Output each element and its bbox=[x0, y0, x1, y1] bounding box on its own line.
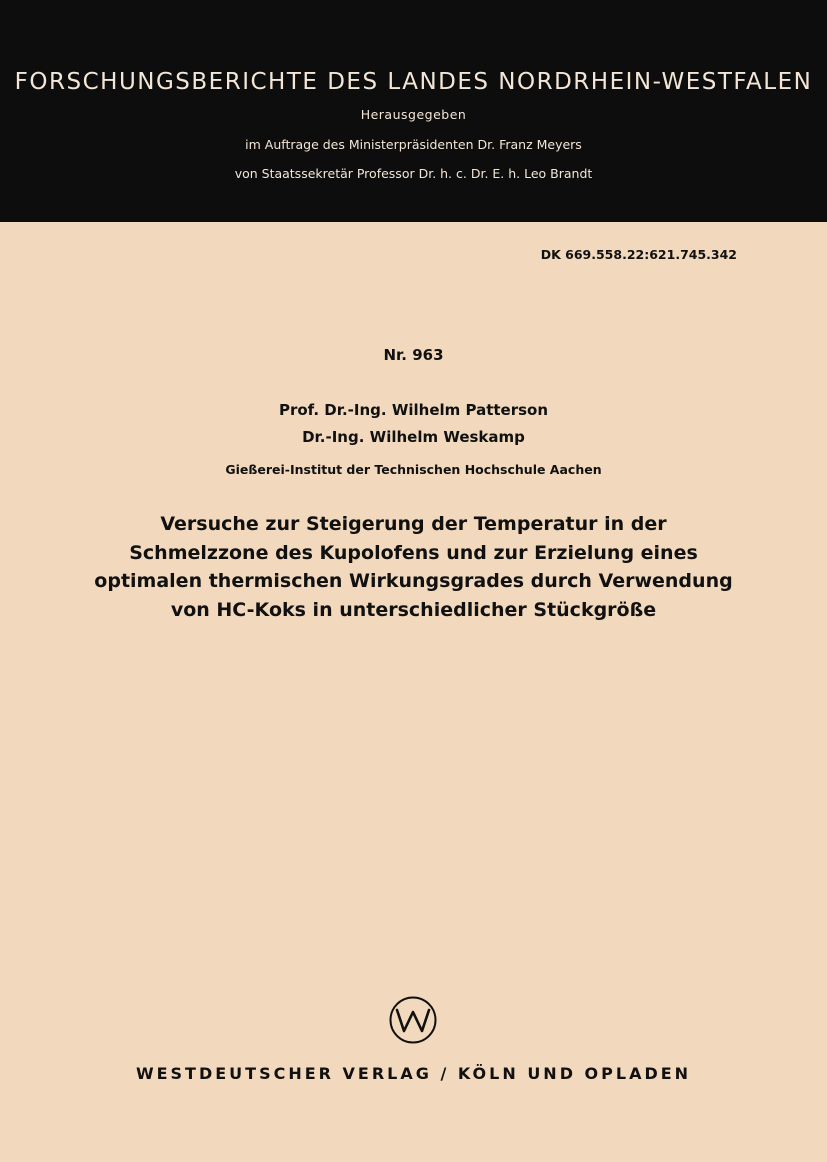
author-1: Prof. Dr.-Ing. Wilhelm Patterson bbox=[278, 401, 549, 419]
series-title: FORSCHUNGSBERICHTE DES LANDES NORDRHEIN-WESTFALEN bbox=[14, 69, 813, 95]
author-2: Dr.-Ing. Wilhelm Weskamp bbox=[302, 428, 525, 446]
classification-number: DK 669.558.22:621.745.342 bbox=[540, 247, 737, 262]
editor-line-1: Herausgegeben bbox=[360, 107, 467, 122]
title-line-3: optimalen thermischen Wirkungsgrades durch Verwendung bbox=[94, 570, 733, 592]
title-line-1: Versuche zur Steigerung der Temperatur in der bbox=[160, 513, 667, 535]
editor-line-3: von Staatssekretär Professor Dr. h. c. Dr. E. h. Leo Brandt bbox=[234, 166, 593, 181]
report-number: Nr. 963 bbox=[383, 346, 444, 364]
publisher-w-logo-icon bbox=[388, 995, 438, 1045]
title-line-2: Schmelzzone des Kupolofens und zur Erzielung eines bbox=[129, 541, 698, 564]
institute: Gießerei-Institut der Technischen Hochschule Aachen bbox=[225, 462, 602, 477]
title-line-4: von HC-Koks in unterschiedlicher Stückgröße bbox=[170, 598, 657, 621]
report-title bbox=[0, 510, 827, 624]
series-header bbox=[0, 0, 827, 222]
editor-line-2: im Auftrage des Ministerpräsidenten Dr. Franz Meyers bbox=[245, 137, 582, 152]
publisher-line: WESTDEUTSCHER VERLAG / KÖLN UND OPLADEN bbox=[135, 1064, 692, 1083]
